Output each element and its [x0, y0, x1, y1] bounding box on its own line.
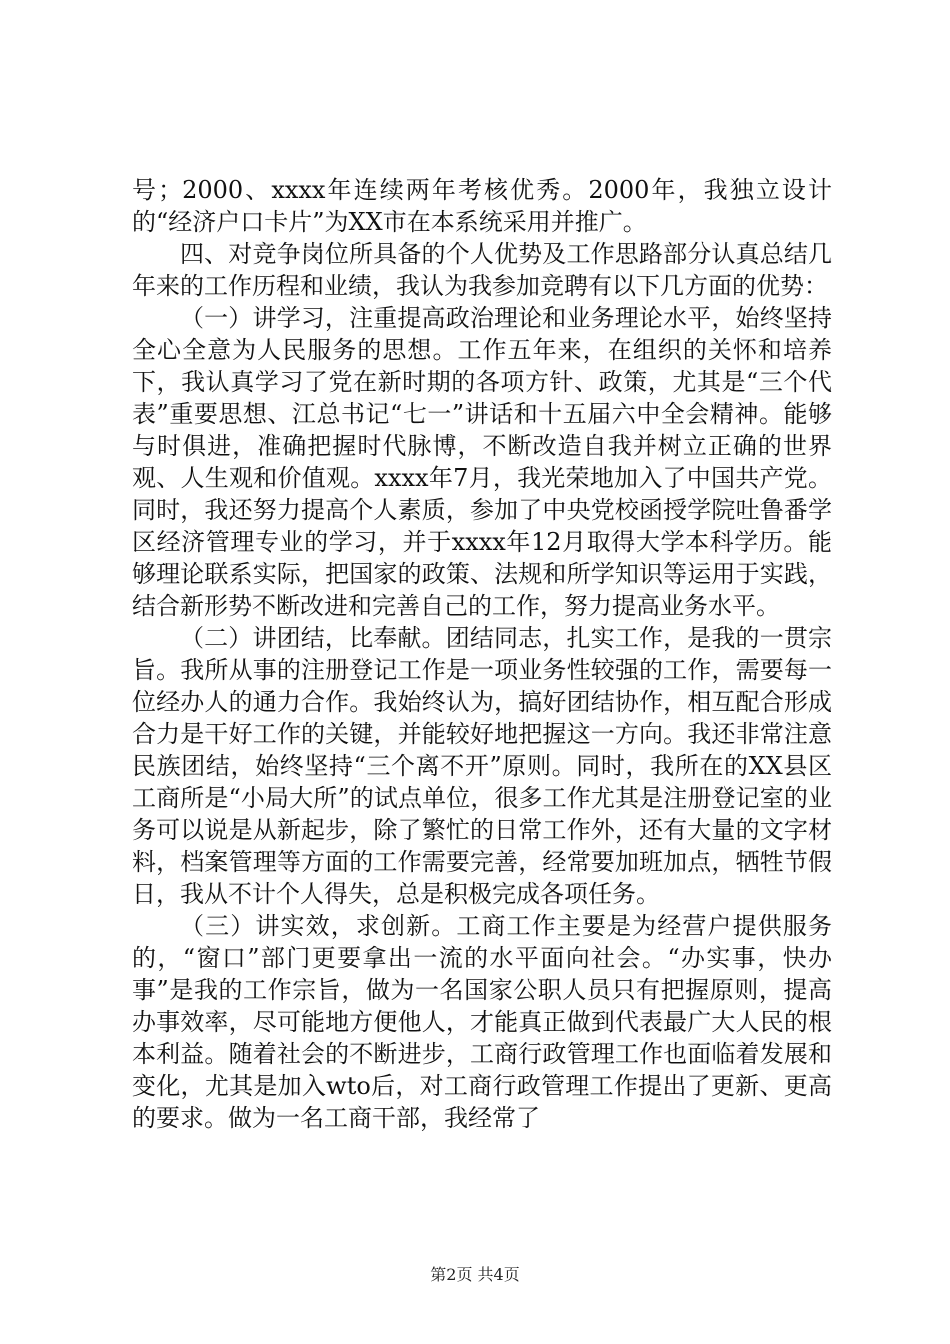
paragraph-item-two: （二）讲团结，比奉献。团结同志，扎实工作，是我的一贯宗旨。我所从事的注册登记工作是一项业务性较强的工作，需要每一位经办人的通力合作。我始终认为，搞好团结协作，相互配合形成合力是干好工作的关键，并能较好地把握这一方向。我还非常注意民族团结，始终坚持“三个离不开”原则。同时，我所在的XX县区工商所是“小局大所”的试点单位，很多工作尤其是注册登记室的业务可以说是从新起步，除了繁忙的日常工作外，还有大量的文字材料，档案管理等方面的工作需要完善，经常要加班加点，牺牲节假日，我从不计个人得失，总是积极完成各项任务。 — [132, 624, 832, 908]
paragraph-item-one: （一）讲学习，注重提高政治理论和业务理论水平，始终坚持全心全意为人民服务的思想。工作五年来，在组织的关怀和培养下，我认真学习了党在新时期的各项方针、政策，尤其是“三个代表”重要思想、江总书记“七一”讲话和十五届六中全会精神。能够与时俱进，准确把握时代脉博，不断改造自我并树立正确的世界观、人生观和价值观。xxxx年7月，我光荣地加入了中国共产党。同时，我还努力提高个人素质，参加了中央党校函授学院吐鲁番学区经济管理专业的学习，并于xxxx年12月取得大学本科学历。能够理论联系实际，把国家的政策、法规和所学知识等运用于实践，结合新形势不断改进和完善自己的工作，努力提高业务水平。 — [132, 304, 832, 620]
page-number: 第2页 共4页 — [430, 1265, 520, 1284]
document-body — [132, 174, 832, 1134]
paragraph-continuation: 号；2000、xxxx年连续两年考核优秀。2000年，我独立设计的“经济户口卡片”为XX市在本系统采用并推广。 — [132, 176, 832, 236]
paragraph-item-three: （三）讲实效，求创新。工商工作主要是为经营户提供服务的，“窗口”部门更要拿出一流的水平面向社会。“办实事，快办事”是我的工作宗旨，做为一名国家公职人员只有把握原则，提高办事效率，尽可能地方便他人，才能真正做到代表最广大人民的根本利益。随着社会的不断进步，工商行政管理工作也面临着发展和变化，尤其是加入wto后，对工商行政管理工作提出了更新、更高的要求。做为一名工商干部，我经常了 — [132, 912, 832, 1132]
page-footer — [0, 1265, 950, 1285]
paragraph-section-four: 四、对竞争岗位所具备的个人优势及工作思路部分认真总结几年来的工作历程和业绩，我认为我参加竞聘有以下几方面的优势： — [132, 240, 832, 300]
